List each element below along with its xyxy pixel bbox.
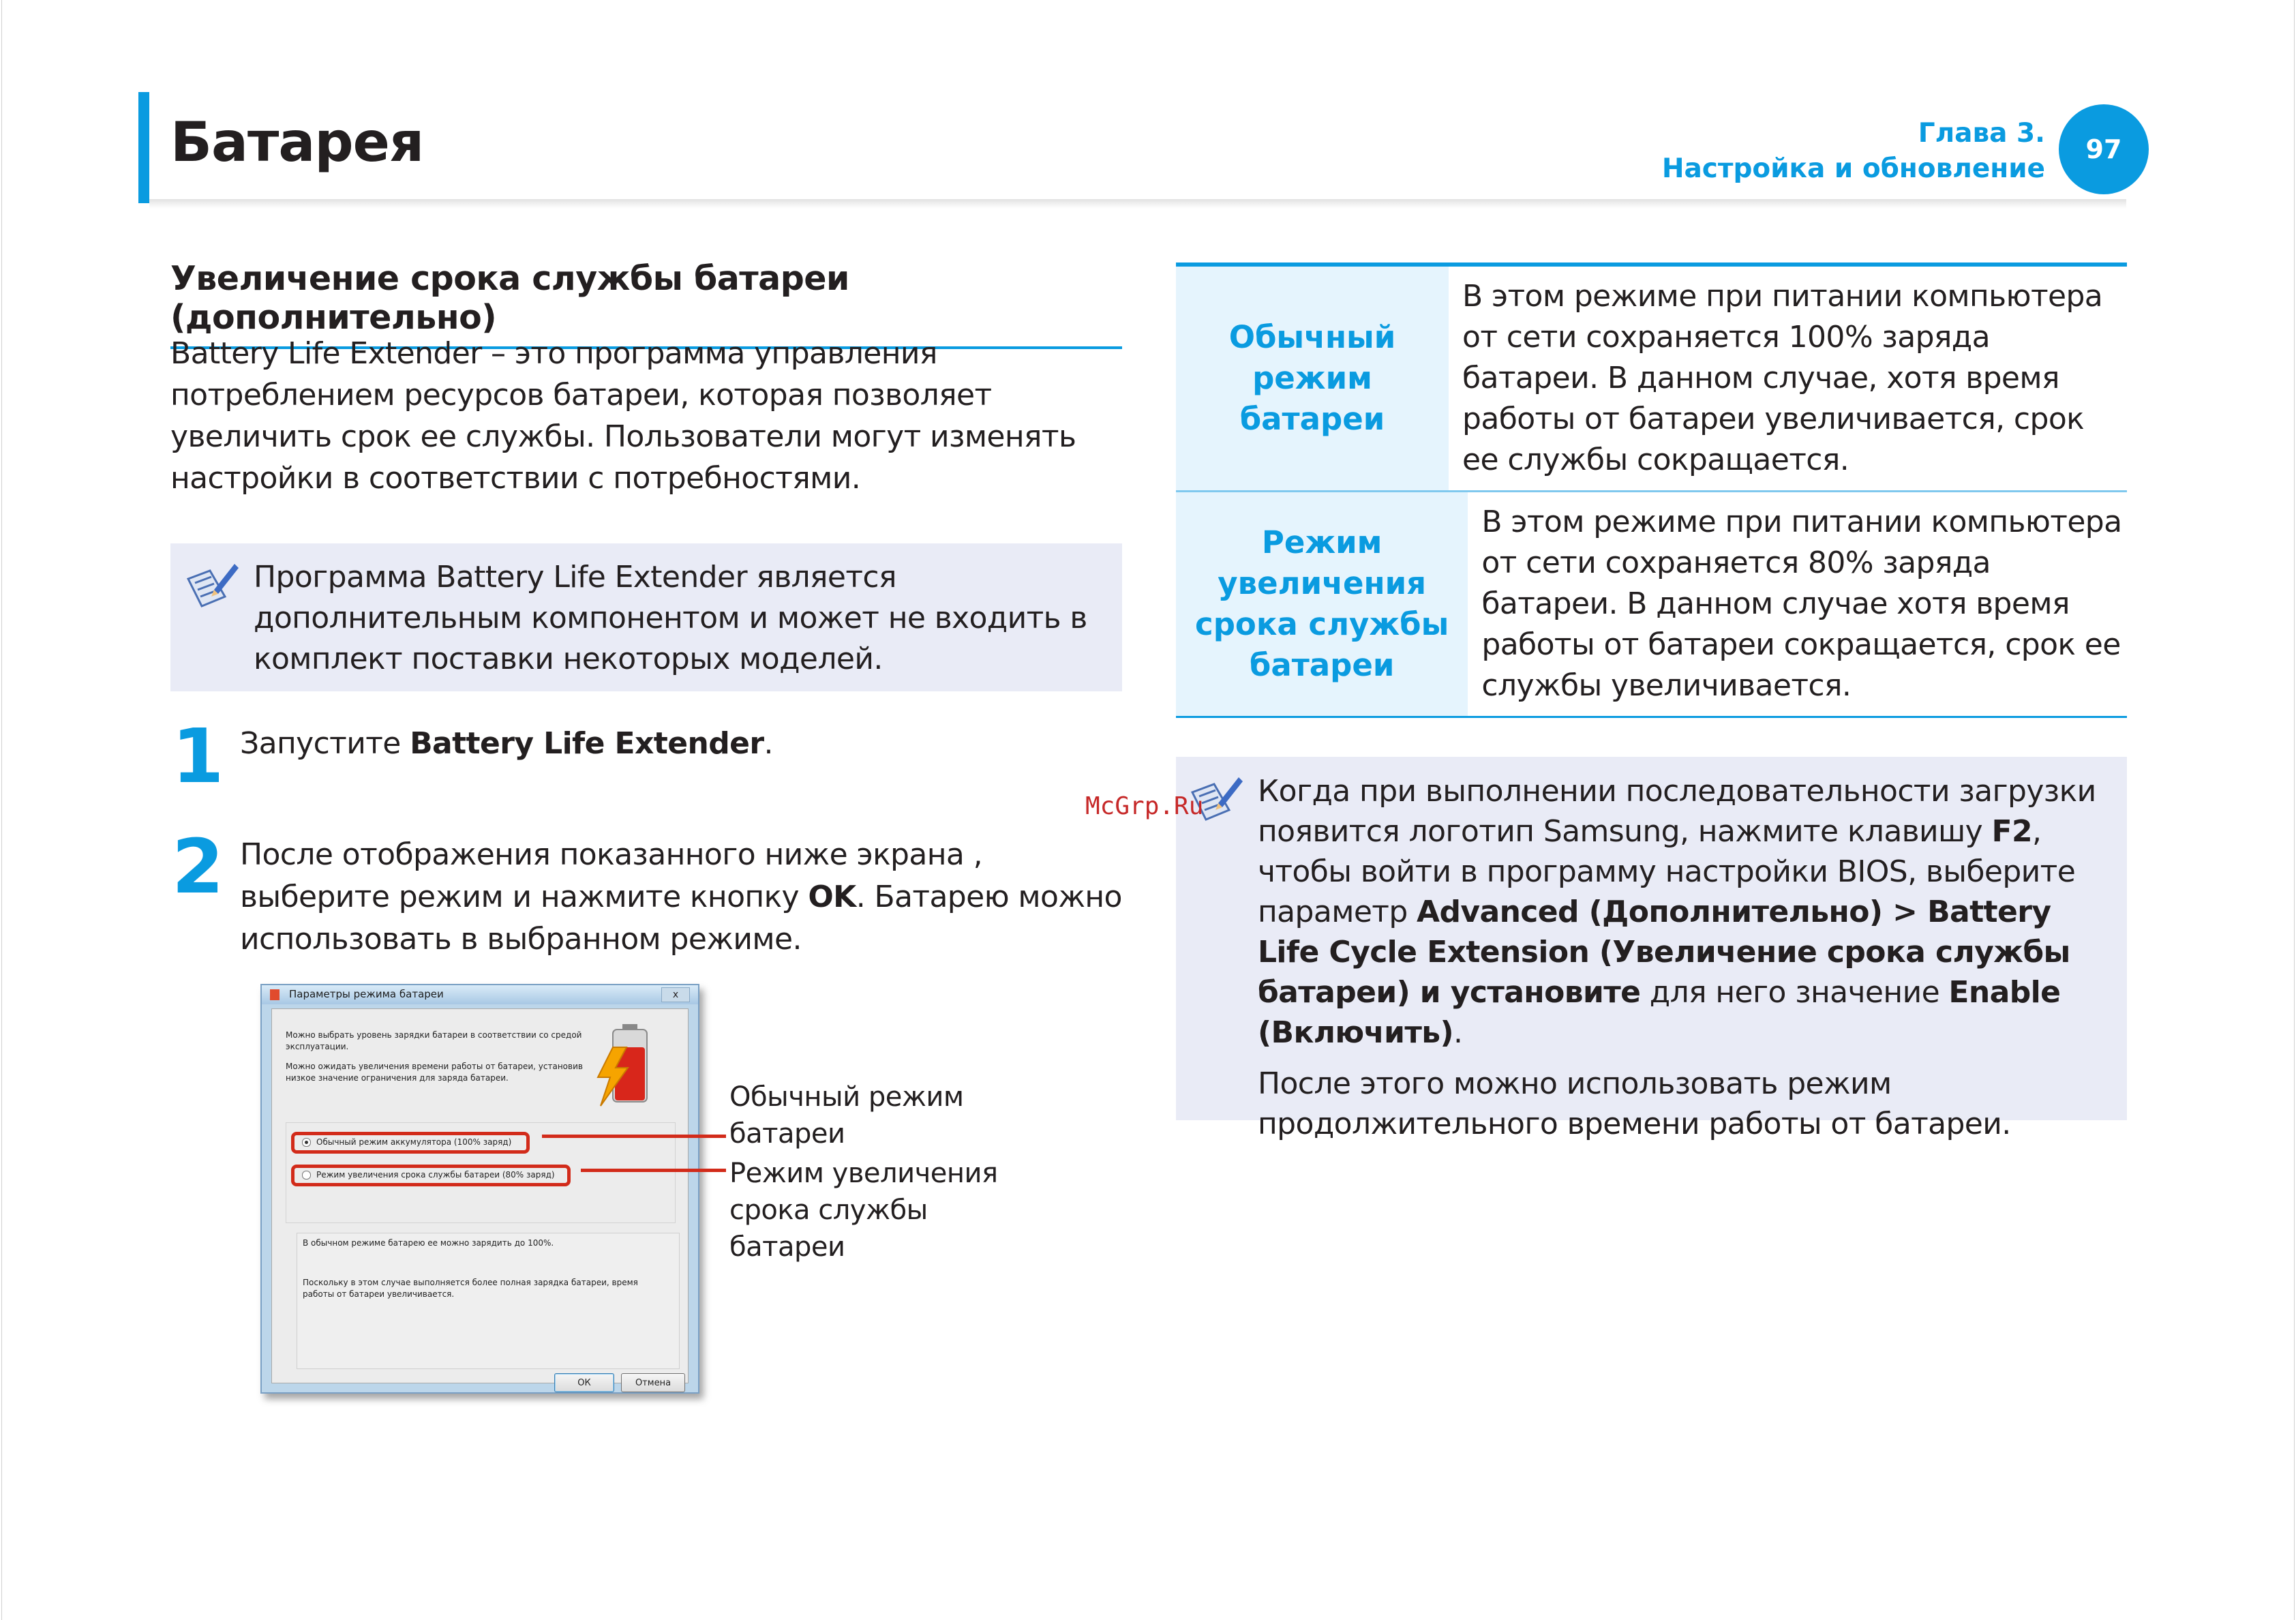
dialog-body — [271, 1008, 689, 1388]
watermark: McGrp.Ru — [1085, 792, 1204, 820]
row-text: В этом режиме при питании компьютера от сети сохраняется 100% заряда батареи. В данном случае, хотя время работы от батареи увеличивается, срок ее службы сокращается. — [1462, 279, 2103, 477]
note-plain: . — [1453, 1015, 1463, 1050]
row-header: Режим увеличения срока службы батареи — [1176, 492, 1468, 716]
note-bold: Advanced (Дополнительно) > Battery Life Cycle Extension (Увеличение срока службы батареи) и установите — [1258, 895, 2070, 1010]
chapter-title: Настройка и обновление — [1661, 153, 2045, 184]
dialog-titlebar — [262, 985, 698, 1004]
step-text-bold: Battery Life Extender — [410, 726, 764, 761]
note-plain: для него значение — [1640, 975, 1949, 1010]
battery-icon — [592, 1020, 667, 1109]
row-header: Обычный режим батареи — [1176, 267, 1449, 490]
page-edge-right — [2294, 0, 2295, 1620]
step-number: 2 — [172, 823, 223, 910]
page-title: Батарея — [170, 110, 424, 174]
table-row — [1176, 492, 2127, 718]
close-button[interactable]: x — [661, 987, 690, 1002]
radio-label: Обычный режим аккумулятора (100% заряд) — [316, 1137, 512, 1147]
highlight-extend — [291, 1165, 571, 1186]
note-text: Программа Battery Life Extender является дополнительным компонентом и может не входить в комплект поставки некоторых моделей. — [254, 560, 1087, 676]
description-text: В обычном режиме батарею ее можно зарядить до 100%. — [303, 1238, 554, 1248]
highlight-normal — [291, 1132, 530, 1154]
step-text — [240, 834, 1126, 961]
description-text: Поскольку в этом случае выполняется более полная зарядка батареи, время работы от батареи увеличивается. — [303, 1278, 638, 1299]
intro-paragraph: Battery Life Extender – это программа управления потреблением ресурсов батареи, которая позволяет увеличить срок ее службы. Пользователи могут изменять настройки в соответствии с потребностями. — [170, 336, 1076, 496]
note-bold: F2 — [1991, 814, 2032, 849]
radio-label: Режим увеличения срока службы батареи (80% заряд) — [316, 1170, 555, 1180]
step-text — [240, 723, 1194, 765]
callout-line-extend — [581, 1169, 726, 1172]
callout-line-normal — [542, 1135, 726, 1138]
chapter-number: Глава 3. — [1918, 118, 2045, 149]
callout-normal-mode: Обычный режим батареи — [729, 1081, 964, 1150]
note-plain: Когда при выполнении последовательности загрузки появится логотип Samsung, нажмите клавишу — [1258, 774, 2096, 849]
page-number-badge: 97 — [2059, 104, 2149, 194]
chapter-label — [1662, 116, 2045, 187]
battery-mode-dialog — [260, 984, 699, 1394]
section-title: Увеличение срока службы батареи (дополнительно) — [170, 259, 1122, 349]
step-text-bold: OK — [808, 880, 856, 914]
dialog-info-text: Можно ожидать увеличения времени работы от батареи, установив низкое значение ограничения для заряда батареи. — [286, 1062, 583, 1083]
note-box — [170, 543, 1122, 691]
note-pencil-icon — [183, 558, 240, 613]
mode-table — [1176, 262, 2127, 718]
step-number: 1 — [172, 712, 223, 800]
step-text-plain: . — [764, 726, 773, 761]
mode-description — [297, 1233, 680, 1369]
callout-extend-mode: Режим увеличения срока службы батареи — [729, 1158, 998, 1263]
step-text-plain: Запустите — [240, 726, 410, 761]
dialog-info-text: Можно выбрать уровень зарядки батареи в соответствии со средой эксплуатации. — [286, 1030, 582, 1051]
dialog-title: Параметры режима батареи — [289, 988, 444, 1000]
note-bold: Enable (Включить) — [1258, 975, 2061, 1050]
battery-app-icon — [270, 989, 280, 1000]
step-text-plain: . Батарею можно использовать в выбранном режиме. — [240, 880, 1122, 957]
note-plain: , чтобы войти в программу настройки BIOS, выберите параметр — [1258, 814, 2076, 929]
step-text-plain: После отображения показанного ниже экрана , выберите режим и нажмите кнопку — [240, 837, 983, 914]
ok-button[interactable]: ОК — [554, 1373, 614, 1392]
bios-note-box — [1176, 757, 2127, 1141]
page-edge-left — [1, 0, 2, 1620]
cancel-button[interactable]: Отмена — [621, 1373, 685, 1392]
bios-note-paragraph — [1258, 771, 2120, 1053]
title-accent-bar — [138, 92, 149, 203]
header-divider — [149, 199, 2126, 209]
row-text: В этом режиме при питании компьютера от сети сохраняется 80% заряда батареи. В данном случае хотя время работы от батареи сокращается, срок ее службы увеличивается. — [1481, 505, 2122, 703]
bios-note-paragraph: После этого можно использовать режим продолжительного времени работы от батареи. — [1258, 1066, 2011, 1141]
table-row — [1176, 267, 2127, 492]
bios-note-text — [1258, 771, 2120, 1144]
